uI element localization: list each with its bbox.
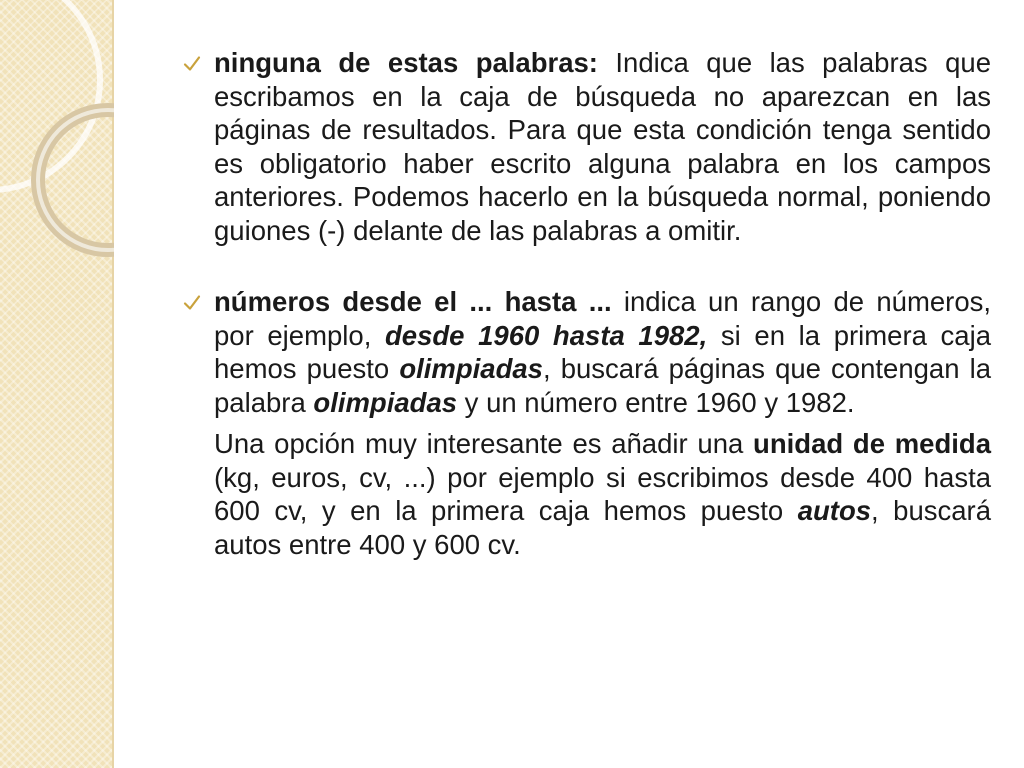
keyword-olimpiadas: olimpiadas: [313, 386, 458, 418]
check-icon: [183, 55, 201, 73]
bullet-text: y un número entre 1960 y 1982.: [457, 386, 855, 418]
paragraph-text: Una opción muy interesante es añadir una: [214, 428, 754, 459]
bullet-term: ninguna de estas palabras:: [214, 47, 598, 78]
bullet-term: números desde el ... hasta ...: [214, 286, 612, 317]
keyword-autos: autos: [797, 495, 872, 526]
decorative-circles: [0, 0, 114, 768]
paragraph-unidad-de-medida: [183, 427, 991, 561]
slide-content: [183, 46, 991, 561]
decorative-side-panel: [0, 0, 114, 768]
bullet-text: indica un rango de números, por ejemplo,: [214, 286, 992, 351]
paragraph-text: (kg, euros, cv, ...) por ejemplo si escribimos desde 400 hasta 600 cv, y en la primera caja hemos puesto: [214, 461, 991, 526]
bullet-ninguna-de-estas-palabras: [183, 46, 991, 247]
paragraph-term: unidad de medida: [753, 428, 991, 459]
bullet-text: si en la primera caja hemos puesto: [214, 319, 991, 384]
bullet-text: , buscará páginas que contengan la palabra: [214, 353, 992, 418]
bullet-numeros-desde-hasta: [183, 285, 991, 419]
check-icon: [183, 294, 201, 312]
paragraph-text: , buscará autos entre 400 y 600 cv.: [214, 495, 991, 560]
keyword-olimpiadas: olimpiadas: [399, 353, 543, 384]
example-range: desde 1960 hasta 1982,: [384, 319, 708, 351]
bullet-text: Indica que las palabras que escribamos en la caja de búsqueda no aparezcan en las páginas de resultados. Para que esta condición tenga sentido es obligatorio haber escrito alguna palabra en los campos anteriores. Podemos hacerlo en la búsqueda normal, poniendo guiones (-) delante de las palabras a omitir.: [214, 47, 991, 246]
